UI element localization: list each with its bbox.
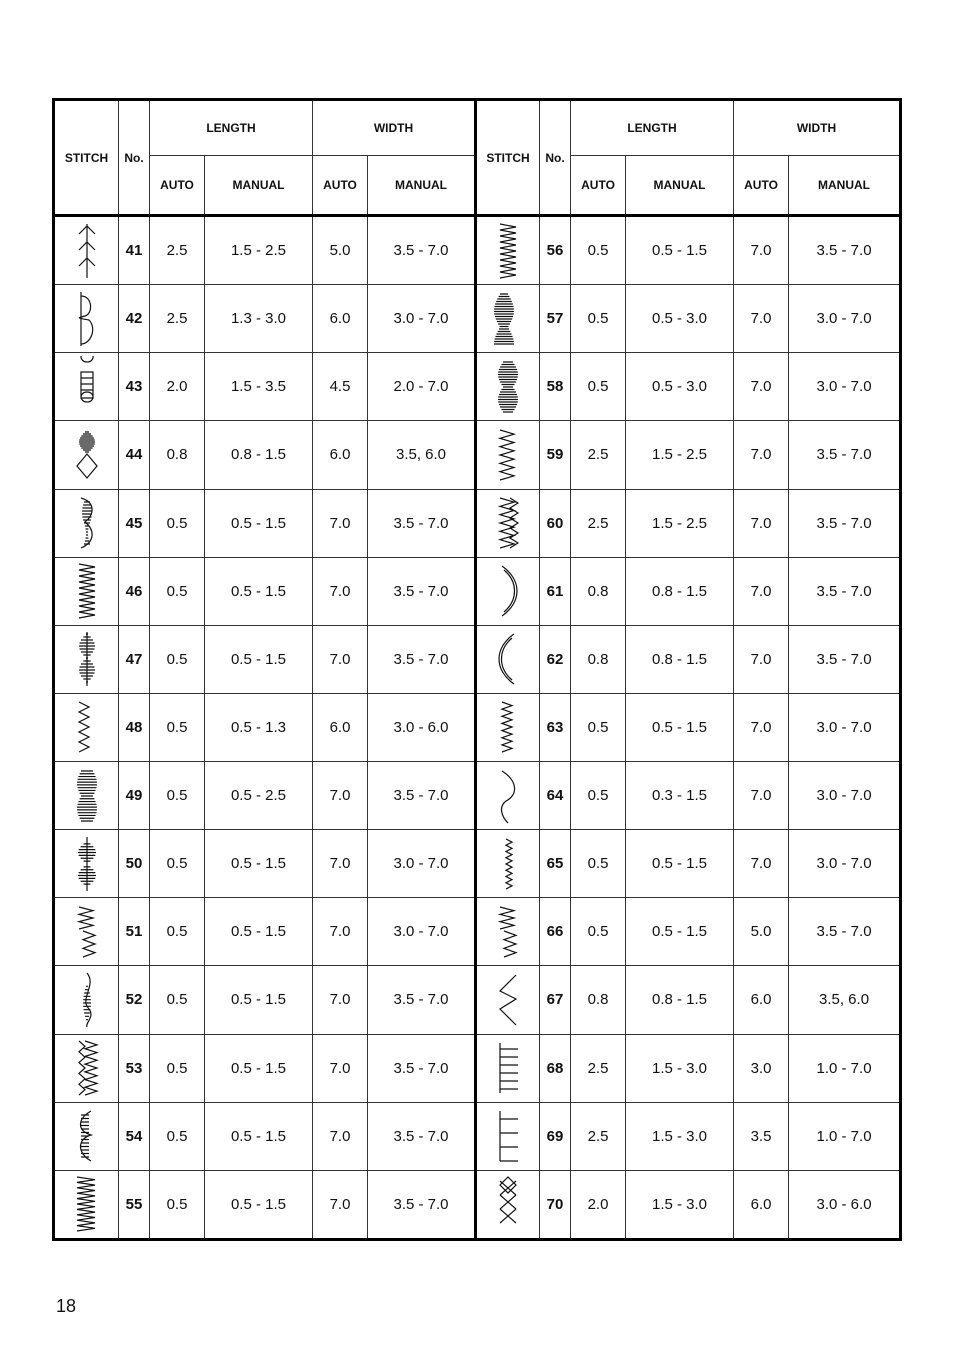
stitch-65-icon bbox=[488, 833, 528, 895]
stitch-header: STITCH bbox=[55, 101, 119, 216]
length-auto-value: 0.5 bbox=[571, 353, 626, 421]
length-auto-value: 0.5 bbox=[150, 489, 205, 557]
length-auto-value: 0.5 bbox=[150, 1170, 205, 1238]
table-row bbox=[55, 421, 900, 489]
stitch-43-icon bbox=[67, 356, 107, 418]
length-manual-value: 0.5 - 1.5 bbox=[205, 830, 313, 898]
stitch-59-icon bbox=[476, 421, 540, 489]
width-manual-value: 3.0 - 7.0 bbox=[789, 762, 900, 830]
table-row bbox=[55, 830, 900, 898]
length-auto-value: 0.8 bbox=[571, 625, 626, 693]
stitch-number: 51 bbox=[119, 898, 150, 966]
length-auto-value: 0.5 bbox=[150, 557, 205, 625]
width-auto-value: 7.0 bbox=[313, 898, 368, 966]
width-auto-value: 7.0 bbox=[734, 762, 789, 830]
stitch-number: 44 bbox=[119, 421, 150, 489]
table-row bbox=[55, 557, 900, 625]
width-auto-value: 6.0 bbox=[313, 693, 368, 761]
stitch-54-icon bbox=[55, 1102, 119, 1170]
length-auto-value: 0.5 bbox=[150, 762, 205, 830]
stitch-69-icon bbox=[476, 1102, 540, 1170]
width-manual-value: 3.5 - 7.0 bbox=[368, 1034, 476, 1102]
table-row bbox=[55, 693, 900, 761]
length-auto-value: 2.5 bbox=[150, 285, 205, 353]
width-manual-value: 1.0 - 7.0 bbox=[789, 1034, 900, 1102]
length-manual-value: 0.5 - 1.5 bbox=[626, 693, 734, 761]
width-manual-value: 3.5 - 7.0 bbox=[368, 1170, 476, 1238]
stitch-52-icon bbox=[55, 966, 119, 1034]
stitch-58-icon bbox=[488, 356, 528, 418]
stitch-56-icon bbox=[476, 216, 540, 285]
stitch-49-icon bbox=[67, 765, 107, 827]
stitch-69-icon bbox=[488, 1105, 528, 1167]
length-auto-value: 2.5 bbox=[571, 1034, 626, 1102]
stitch-54-icon bbox=[67, 1105, 107, 1167]
width-manual-value: 3.5 - 7.0 bbox=[368, 1102, 476, 1170]
stitch-47-icon bbox=[55, 625, 119, 693]
stitch-65-icon bbox=[476, 830, 540, 898]
length-manual-header: MANUAL bbox=[205, 156, 313, 216]
width-manual-value: 3.0 - 7.0 bbox=[789, 830, 900, 898]
stitch-number: 65 bbox=[540, 830, 571, 898]
stitch-46-icon bbox=[55, 557, 119, 625]
length-manual-value: 0.5 - 2.5 bbox=[205, 762, 313, 830]
stitch-53-icon bbox=[67, 1037, 107, 1099]
stitch-60-icon bbox=[488, 492, 528, 554]
length-manual-value: 1.5 - 3.0 bbox=[626, 1170, 734, 1238]
stitch-number: 41 bbox=[119, 216, 150, 285]
stitch-number: 59 bbox=[540, 421, 571, 489]
width-manual-value: 3.0 - 6.0 bbox=[789, 1170, 900, 1238]
table-row bbox=[55, 1170, 900, 1238]
stitch-41-icon bbox=[55, 216, 119, 285]
width-manual-header: MANUAL bbox=[368, 156, 476, 216]
length-manual-value: 0.5 - 1.5 bbox=[205, 1170, 313, 1238]
width-auto-value: 7.0 bbox=[734, 216, 789, 285]
stitch-number: 69 bbox=[540, 1102, 571, 1170]
stitch-67-icon bbox=[476, 966, 540, 1034]
length-manual-value: 0.5 - 3.0 bbox=[626, 353, 734, 421]
stitch-46-icon bbox=[67, 560, 107, 622]
length-manual-header: MANUAL bbox=[626, 156, 734, 216]
stitch-66-icon bbox=[488, 901, 528, 963]
width-auto-value: 6.0 bbox=[734, 1170, 789, 1238]
stitch-number: 46 bbox=[119, 557, 150, 625]
page-number: 18 bbox=[56, 1296, 77, 1316]
stitch-52-icon bbox=[67, 969, 107, 1031]
length-manual-value: 0.5 - 1.5 bbox=[626, 830, 734, 898]
width-manual-value: 3.0 - 7.0 bbox=[789, 285, 900, 353]
length-manual-value: 0.5 - 3.0 bbox=[626, 285, 734, 353]
width-auto-value: 7.0 bbox=[734, 421, 789, 489]
length-auto-value: 2.5 bbox=[571, 421, 626, 489]
width-manual-value: 3.5 - 7.0 bbox=[368, 625, 476, 693]
stitch-57-icon bbox=[488, 288, 528, 350]
width-auto-value: 3.5 bbox=[734, 1102, 789, 1170]
length-header: LENGTH bbox=[150, 101, 313, 156]
table-row bbox=[55, 1034, 900, 1102]
stitch-50-icon bbox=[55, 830, 119, 898]
width-auto-value: 7.0 bbox=[313, 762, 368, 830]
no-header: No. bbox=[540, 101, 571, 216]
length-auto-value: 0.5 bbox=[150, 966, 205, 1034]
stitch-42-icon bbox=[55, 285, 119, 353]
length-auto-value: 2.5 bbox=[571, 489, 626, 557]
stitch-number: 45 bbox=[119, 489, 150, 557]
length-auto-value: 0.5 bbox=[571, 693, 626, 761]
width-manual-value: 3.5 - 7.0 bbox=[789, 421, 900, 489]
width-auto-value: 7.0 bbox=[734, 625, 789, 693]
width-manual-value: 3.5 - 7.0 bbox=[368, 557, 476, 625]
width-manual-value: 3.0 - 6.0 bbox=[368, 693, 476, 761]
table-row bbox=[55, 966, 900, 1034]
width-manual-value: 3.5 - 7.0 bbox=[789, 557, 900, 625]
width-auto-value: 7.0 bbox=[313, 1102, 368, 1170]
stitch-number: 61 bbox=[540, 557, 571, 625]
stitch-58-icon bbox=[476, 353, 540, 421]
stitch-67-icon bbox=[488, 969, 528, 1031]
stitch-64-icon bbox=[488, 765, 528, 827]
width-manual-value: 3.5, 6.0 bbox=[789, 966, 900, 1034]
length-auto-value: 0.8 bbox=[571, 557, 626, 625]
width-auto-value: 7.0 bbox=[734, 285, 789, 353]
width-auto-value: 6.0 bbox=[734, 966, 789, 1034]
width-manual-value: 3.5 - 7.0 bbox=[368, 966, 476, 1034]
width-manual-value: 3.5 - 7.0 bbox=[368, 762, 476, 830]
stitch-number: 64 bbox=[540, 762, 571, 830]
length-manual-value: 0.8 - 1.5 bbox=[205, 421, 313, 489]
width-auto-value: 6.0 bbox=[313, 421, 368, 489]
stitch-header: STITCH bbox=[476, 101, 540, 216]
length-auto-value: 0.5 bbox=[571, 216, 626, 285]
width-auto-value: 7.0 bbox=[734, 353, 789, 421]
width-manual-value: 3.0 - 7.0 bbox=[789, 353, 900, 421]
width-auto-value: 7.0 bbox=[313, 1170, 368, 1238]
length-manual-value: 0.5 - 1.5 bbox=[205, 625, 313, 693]
length-auto-header: AUTO bbox=[150, 156, 205, 216]
length-manual-value: 1.5 - 2.5 bbox=[626, 489, 734, 557]
length-auto-value: 0.5 bbox=[571, 898, 626, 966]
length-manual-value: 0.8 - 1.5 bbox=[626, 557, 734, 625]
stitch-number: 57 bbox=[540, 285, 571, 353]
length-auto-value: 0.5 bbox=[150, 625, 205, 693]
stitch-number: 58 bbox=[540, 353, 571, 421]
length-auto-value: 2.5 bbox=[571, 1102, 626, 1170]
width-auto-value: 7.0 bbox=[313, 966, 368, 1034]
stitch-41-icon bbox=[67, 220, 107, 282]
stitch-number: 47 bbox=[119, 625, 150, 693]
stitch-57-icon bbox=[476, 285, 540, 353]
stitch-rows bbox=[55, 216, 900, 1239]
length-manual-value: 0.5 - 1.5 bbox=[205, 1102, 313, 1170]
stitch-63-icon bbox=[488, 696, 528, 758]
length-manual-value: 1.5 - 3.0 bbox=[626, 1034, 734, 1102]
width-auto-header: AUTO bbox=[734, 156, 789, 216]
width-auto-value: 5.0 bbox=[734, 898, 789, 966]
stitch-70-icon bbox=[476, 1170, 540, 1238]
width-auto-value: 6.0 bbox=[313, 285, 368, 353]
stitch-61-icon bbox=[476, 557, 540, 625]
length-auto-value: 2.5 bbox=[150, 216, 205, 285]
length-auto-value: 0.5 bbox=[571, 762, 626, 830]
length-manual-value: 1.5 - 2.5 bbox=[205, 216, 313, 285]
stitch-settings-table bbox=[54, 100, 900, 1239]
length-manual-value: 0.5 - 1.5 bbox=[626, 216, 734, 285]
stitch-64-icon bbox=[476, 762, 540, 830]
stitch-62-icon bbox=[488, 628, 528, 690]
width-auto-value: 7.0 bbox=[313, 1034, 368, 1102]
width-header: WIDTH bbox=[734, 101, 900, 156]
width-manual-value: 3.5 - 7.0 bbox=[789, 216, 900, 285]
width-header: WIDTH bbox=[313, 101, 476, 156]
stitch-44-icon bbox=[67, 424, 107, 486]
table-row bbox=[55, 489, 900, 557]
stitch-68-icon bbox=[476, 1034, 540, 1102]
stitch-48-icon bbox=[55, 693, 119, 761]
table-row bbox=[55, 898, 900, 966]
width-auto-value: 5.0 bbox=[313, 216, 368, 285]
stitch-55-icon bbox=[67, 1173, 107, 1235]
stitch-60-icon bbox=[476, 489, 540, 557]
stitch-44-icon bbox=[55, 421, 119, 489]
no-header: No. bbox=[119, 101, 150, 216]
stitch-number: 54 bbox=[119, 1102, 150, 1170]
length-auto-value: 2.0 bbox=[150, 353, 205, 421]
length-auto-value: 0.5 bbox=[150, 1102, 205, 1170]
length-auto-value: 0.5 bbox=[571, 830, 626, 898]
stitch-56-icon bbox=[488, 220, 528, 282]
length-auto-value: 0.5 bbox=[150, 1034, 205, 1102]
width-manual-value: 3.0 - 7.0 bbox=[368, 898, 476, 966]
length-manual-value: 1.5 - 3.5 bbox=[205, 353, 313, 421]
width-manual-value: 3.5 - 7.0 bbox=[368, 216, 476, 285]
table-row bbox=[55, 625, 900, 693]
stitch-50-icon bbox=[67, 833, 107, 895]
stitch-51-icon bbox=[55, 898, 119, 966]
stitch-number: 66 bbox=[540, 898, 571, 966]
width-manual-value: 3.0 - 7.0 bbox=[368, 285, 476, 353]
table-row bbox=[55, 216, 900, 285]
stitch-number: 50 bbox=[119, 830, 150, 898]
stitch-number: 60 bbox=[540, 489, 571, 557]
stitch-70-icon bbox=[488, 1173, 528, 1235]
length-manual-value: 0.3 - 1.5 bbox=[626, 762, 734, 830]
length-auto-value: 0.8 bbox=[571, 966, 626, 1034]
stitch-number: 43 bbox=[119, 353, 150, 421]
width-auto-value: 7.0 bbox=[313, 625, 368, 693]
stitch-53-icon bbox=[55, 1034, 119, 1102]
stitch-number: 67 bbox=[540, 966, 571, 1034]
length-manual-value: 0.5 - 1.5 bbox=[205, 966, 313, 1034]
width-manual-value: 3.5 - 7.0 bbox=[789, 489, 900, 557]
length-manual-value: 1.5 - 2.5 bbox=[626, 421, 734, 489]
width-manual-header: MANUAL bbox=[789, 156, 900, 216]
length-auto-value: 0.5 bbox=[150, 693, 205, 761]
stitch-47-icon bbox=[67, 628, 107, 690]
width-auto-value: 7.0 bbox=[313, 557, 368, 625]
width-manual-value: 1.0 - 7.0 bbox=[789, 1102, 900, 1170]
stitch-42-icon bbox=[67, 288, 107, 350]
stitch-number: 53 bbox=[119, 1034, 150, 1102]
stitch-45-icon bbox=[67, 492, 107, 554]
stitch-61-icon bbox=[488, 560, 528, 622]
stitch-number: 55 bbox=[119, 1170, 150, 1238]
width-manual-value: 3.0 - 7.0 bbox=[368, 830, 476, 898]
stitch-66-icon bbox=[476, 898, 540, 966]
length-auto-value: 2.0 bbox=[571, 1170, 626, 1238]
length-manual-value: 0.5 - 1.5 bbox=[626, 898, 734, 966]
stitch-number: 49 bbox=[119, 762, 150, 830]
stitch-number: 63 bbox=[540, 693, 571, 761]
width-auto-value: 7.0 bbox=[734, 489, 789, 557]
table-row bbox=[55, 762, 900, 830]
stitch-48-icon bbox=[67, 696, 107, 758]
length-auto-header: AUTO bbox=[571, 156, 626, 216]
width-manual-value: 3.5 - 7.0 bbox=[789, 898, 900, 966]
width-auto-value: 4.5 bbox=[313, 353, 368, 421]
width-manual-value: 3.5 - 7.0 bbox=[789, 625, 900, 693]
stitch-number: 48 bbox=[119, 693, 150, 761]
table-row bbox=[55, 285, 900, 353]
stitch-45-icon bbox=[55, 489, 119, 557]
width-manual-value: 3.0 - 7.0 bbox=[789, 693, 900, 761]
length-manual-value: 0.5 - 1.5 bbox=[205, 557, 313, 625]
stitch-43-icon bbox=[55, 353, 119, 421]
table-row bbox=[55, 353, 900, 421]
stitch-68-icon bbox=[488, 1037, 528, 1099]
stitch-49-icon bbox=[55, 762, 119, 830]
length-manual-value: 0.5 - 1.5 bbox=[205, 489, 313, 557]
stitch-63-icon bbox=[476, 693, 540, 761]
length-auto-value: 0.8 bbox=[150, 421, 205, 489]
width-auto-value: 7.0 bbox=[313, 489, 368, 557]
length-manual-value: 0.5 - 1.3 bbox=[205, 693, 313, 761]
length-auto-value: 0.5 bbox=[150, 830, 205, 898]
length-manual-value: 0.8 - 1.5 bbox=[626, 966, 734, 1034]
length-manual-value: 1.5 - 3.0 bbox=[626, 1102, 734, 1170]
length-manual-value: 0.5 - 1.5 bbox=[205, 898, 313, 966]
width-manual-value: 2.0 - 7.0 bbox=[368, 353, 476, 421]
length-auto-value: 0.5 bbox=[150, 898, 205, 966]
length-auto-value: 0.5 bbox=[571, 285, 626, 353]
width-auto-header: AUTO bbox=[313, 156, 368, 216]
stitch-number: 52 bbox=[119, 966, 150, 1034]
stitch-51-icon bbox=[67, 901, 107, 963]
width-auto-value: 7.0 bbox=[734, 693, 789, 761]
stitch-number: 68 bbox=[540, 1034, 571, 1102]
length-manual-value: 0.5 - 1.5 bbox=[205, 1034, 313, 1102]
stitch-number: 70 bbox=[540, 1170, 571, 1238]
width-auto-value: 7.0 bbox=[313, 830, 368, 898]
stitch-number: 62 bbox=[540, 625, 571, 693]
stitch-62-icon bbox=[476, 625, 540, 693]
length-manual-value: 1.3 - 3.0 bbox=[205, 285, 313, 353]
stitch-number: 56 bbox=[540, 216, 571, 285]
table-row bbox=[55, 1102, 900, 1170]
length-header: LENGTH bbox=[571, 101, 734, 156]
length-manual-value: 0.8 - 1.5 bbox=[626, 625, 734, 693]
width-manual-value: 3.5 - 7.0 bbox=[368, 489, 476, 557]
stitch-55-icon bbox=[55, 1170, 119, 1238]
width-manual-value: 3.5, 6.0 bbox=[368, 421, 476, 489]
width-auto-value: 7.0 bbox=[734, 830, 789, 898]
stitch-number: 42 bbox=[119, 285, 150, 353]
width-auto-value: 3.0 bbox=[734, 1034, 789, 1102]
stitch-59-icon bbox=[488, 424, 528, 486]
width-auto-value: 7.0 bbox=[734, 557, 789, 625]
